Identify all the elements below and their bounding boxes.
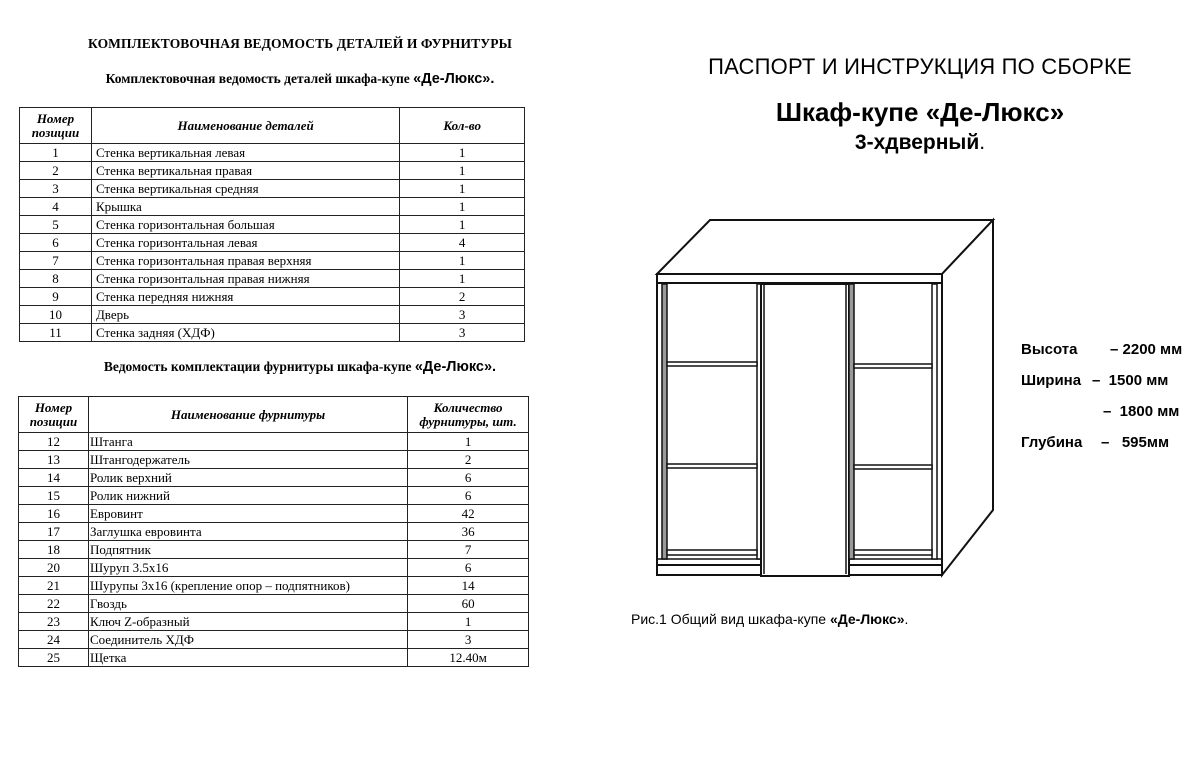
dimension-value: – 2200 мм	[1110, 341, 1183, 358]
middle-door	[761, 284, 849, 576]
position-number-cell: 14	[19, 469, 89, 487]
item-name-cell: Дверь	[91, 306, 399, 324]
wardrobe-side	[942, 220, 993, 575]
item-name-cell: Ролик верхний	[88, 469, 407, 487]
quantity-cell: 1	[400, 270, 525, 288]
quantity-cell: 6	[408, 559, 529, 577]
quantity-cell: 42	[408, 505, 529, 523]
quantity-cell: 1	[400, 144, 525, 162]
position-number-cell: 7	[20, 252, 92, 270]
parts-subtitle	[0, 71, 600, 87]
item-name-cell: Стенка передняя нижняя	[91, 288, 399, 306]
table-row	[19, 433, 529, 451]
quantity-cell: 3	[400, 306, 525, 324]
quantity-cell: 1	[400, 216, 525, 234]
quantity-cell: 14	[408, 577, 529, 595]
header-position-number: Номер позиции	[19, 397, 89, 433]
quantity-cell: 1	[400, 252, 525, 270]
quantity-cell: 2	[400, 288, 525, 306]
quantity-cell: 1	[400, 198, 525, 216]
table-row	[19, 469, 529, 487]
quantity-cell: 12.40м	[408, 649, 529, 667]
caption-suffix: .	[904, 611, 909, 627]
quantity-cell: 1	[408, 613, 529, 631]
position-number-cell: 11	[20, 324, 92, 342]
wardrobe-drawing	[640, 210, 1020, 590]
table-row	[20, 198, 525, 216]
quantity-cell: 6	[408, 487, 529, 505]
hardware-subtitle-text: Ведомость комплектации фурнитуры шкафа-купе	[103, 359, 415, 374]
table-row	[20, 216, 525, 234]
position-number-cell: 16	[19, 505, 89, 523]
position-number-cell: 3	[20, 180, 92, 198]
table-row	[19, 451, 529, 469]
dimension-value: – 595мм	[1101, 434, 1170, 451]
item-name-cell: Евровинт	[88, 505, 407, 523]
table-row	[19, 523, 529, 541]
item-name-cell: Крышка	[91, 198, 399, 216]
table-row	[20, 252, 525, 270]
item-name-cell: Шурупы 3х16 (крепление опор – подпятников)	[88, 577, 407, 595]
position-number-cell: 18	[19, 541, 89, 559]
hardware-table	[18, 396, 529, 667]
item-name-cell: Стенка горизонтальная правая нижняя	[91, 270, 399, 288]
dimension-width-1	[1021, 372, 1169, 389]
table-row	[20, 180, 525, 198]
position-number-cell: 17	[19, 523, 89, 541]
position-number-cell: 8	[20, 270, 92, 288]
table-row	[20, 144, 525, 162]
item-name-cell: Соединитель ХДФ	[88, 631, 407, 649]
header-quantity: Кол-во	[400, 108, 525, 144]
parts-subtitle-text: Комплектовочная ведомость деталей шкафа-купе	[105, 71, 414, 86]
table-row	[19, 613, 529, 631]
quantity-cell: 1	[408, 433, 529, 451]
header-hardware-quantity: Количество фурнитуры, шт.	[408, 397, 529, 433]
quantity-cell: 7	[408, 541, 529, 559]
quantity-cell: 4	[400, 234, 525, 252]
position-number-cell: 2	[20, 162, 92, 180]
header-part-name: Наименование деталей	[91, 108, 399, 144]
position-number-cell: 24	[19, 631, 89, 649]
table-row	[19, 559, 529, 577]
table-row	[20, 162, 525, 180]
position-number-cell: 4	[20, 198, 92, 216]
hardware-subtitle-brand: «Де-Люкс».	[414, 359, 497, 375]
left-bottom-rail	[667, 550, 757, 555]
item-name-cell: Подпятник	[88, 541, 407, 559]
item-name-cell: Шуруп 3.5х16	[88, 559, 407, 577]
product-type-text: 3-хдверный	[854, 131, 980, 154]
position-number-cell: 25	[19, 649, 89, 667]
quantity-cell: 6	[408, 469, 529, 487]
position-number-cell: 21	[19, 577, 89, 595]
right-shelf-upper	[854, 364, 932, 368]
dimension-label: Глубина	[1021, 434, 1083, 451]
passport-title: ПАСПОРТ И ИНСТРУКЦИЯ ПО СБОРКЕ	[708, 54, 1132, 79]
dimension-value: – 1500 мм	[1092, 372, 1169, 389]
item-name-cell: Ключ Z-образный	[88, 613, 407, 631]
position-number-cell: 1	[20, 144, 92, 162]
header-position-number: Номер позиции	[20, 108, 92, 144]
product-type	[660, 131, 1180, 155]
table-row	[20, 234, 525, 252]
item-name-cell: Штангодержатель	[88, 451, 407, 469]
position-number-cell: 5	[20, 216, 92, 234]
table-row	[19, 577, 529, 595]
right-door-post	[932, 284, 937, 559]
table-row	[19, 505, 529, 523]
product-type-dot: .	[979, 131, 986, 154]
item-name-cell: Заглушка евровинта	[88, 523, 407, 541]
position-number-cell: 15	[19, 487, 89, 505]
item-name-cell: Стенка горизонтальная большая	[91, 216, 399, 234]
table-row	[19, 631, 529, 649]
item-name-cell: Стенка горизонтальная правая верхняя	[91, 252, 399, 270]
table-row	[20, 306, 525, 324]
item-name-cell: Стенка вертикальная левая	[91, 144, 399, 162]
dimension-height	[1021, 341, 1183, 358]
wardrobe-top	[657, 220, 993, 274]
table-row	[19, 541, 529, 559]
position-number-cell: 9	[20, 288, 92, 306]
item-name-cell: Щетка	[88, 649, 407, 667]
table-row	[20, 270, 525, 288]
quantity-cell: 3	[408, 631, 529, 649]
quantity-cell: 36	[408, 523, 529, 541]
item-name-cell: Штанга	[88, 433, 407, 451]
item-name-cell: Стенка горизонтальная левая	[91, 234, 399, 252]
dimension-depth	[1021, 434, 1170, 451]
position-number-cell: 23	[19, 613, 89, 631]
table-row	[20, 288, 525, 306]
position-number-cell: 22	[19, 595, 89, 613]
left-door-post	[662, 284, 667, 559]
caption-text: Рис.1 Общий вид шкафа-купе	[631, 611, 830, 627]
table-row	[19, 487, 529, 505]
position-number-cell: 12	[19, 433, 89, 451]
left-shelf-upper	[667, 362, 757, 366]
quantity-cell: 1	[400, 162, 525, 180]
position-number-cell: 6	[20, 234, 92, 252]
item-name-cell: Ролик нижний	[88, 487, 407, 505]
hardware-table-header	[19, 397, 529, 433]
item-name-cell: Стенка вертикальная средняя	[91, 180, 399, 198]
dimension-value: – 1800 мм	[1103, 403, 1180, 420]
parts-table-header	[20, 108, 525, 144]
figure-caption	[631, 611, 908, 627]
quantity-cell: 3	[400, 324, 525, 342]
dimension-label: Ширина	[1021, 372, 1082, 389]
table-row	[19, 649, 529, 667]
item-name-cell: Стенка вертикальная правая	[91, 162, 399, 180]
right-shelf-lower	[854, 465, 932, 469]
position-number-cell: 20	[19, 559, 89, 577]
right-door-inner-post	[849, 284, 854, 559]
main-title: КОМПЛЕКТОВОЧНАЯ ВЕДОМОСТЬ ДЕТАЛЕЙ И ФУРНИТУРЫ	[88, 36, 512, 51]
product-name: Шкаф-купе «Де-Люкс»	[775, 97, 1065, 127]
right-bottom-rail	[854, 550, 932, 555]
parts-table	[19, 107, 525, 342]
parts-subtitle-brand: «Де-Люкс».	[413, 71, 495, 87]
left-shelf-lower	[667, 464, 757, 468]
hardware-subtitle	[0, 359, 600, 375]
position-number-cell: 13	[19, 451, 89, 469]
table-row	[20, 324, 525, 342]
position-number-cell: 10	[20, 306, 92, 324]
header-hardware-name: Наименование фурнитуры	[88, 397, 407, 433]
dimension-label: Высота	[1021, 341, 1078, 358]
table-row	[19, 595, 529, 613]
quantity-cell: 1	[400, 180, 525, 198]
item-name-cell: Стенка задняя (ХДФ)	[91, 324, 399, 342]
quantity-cell: 2	[408, 451, 529, 469]
quantity-cell: 60	[408, 595, 529, 613]
caption-brand: «Де-Люкс»	[829, 611, 905, 627]
item-name-cell: Гвоздь	[88, 595, 407, 613]
